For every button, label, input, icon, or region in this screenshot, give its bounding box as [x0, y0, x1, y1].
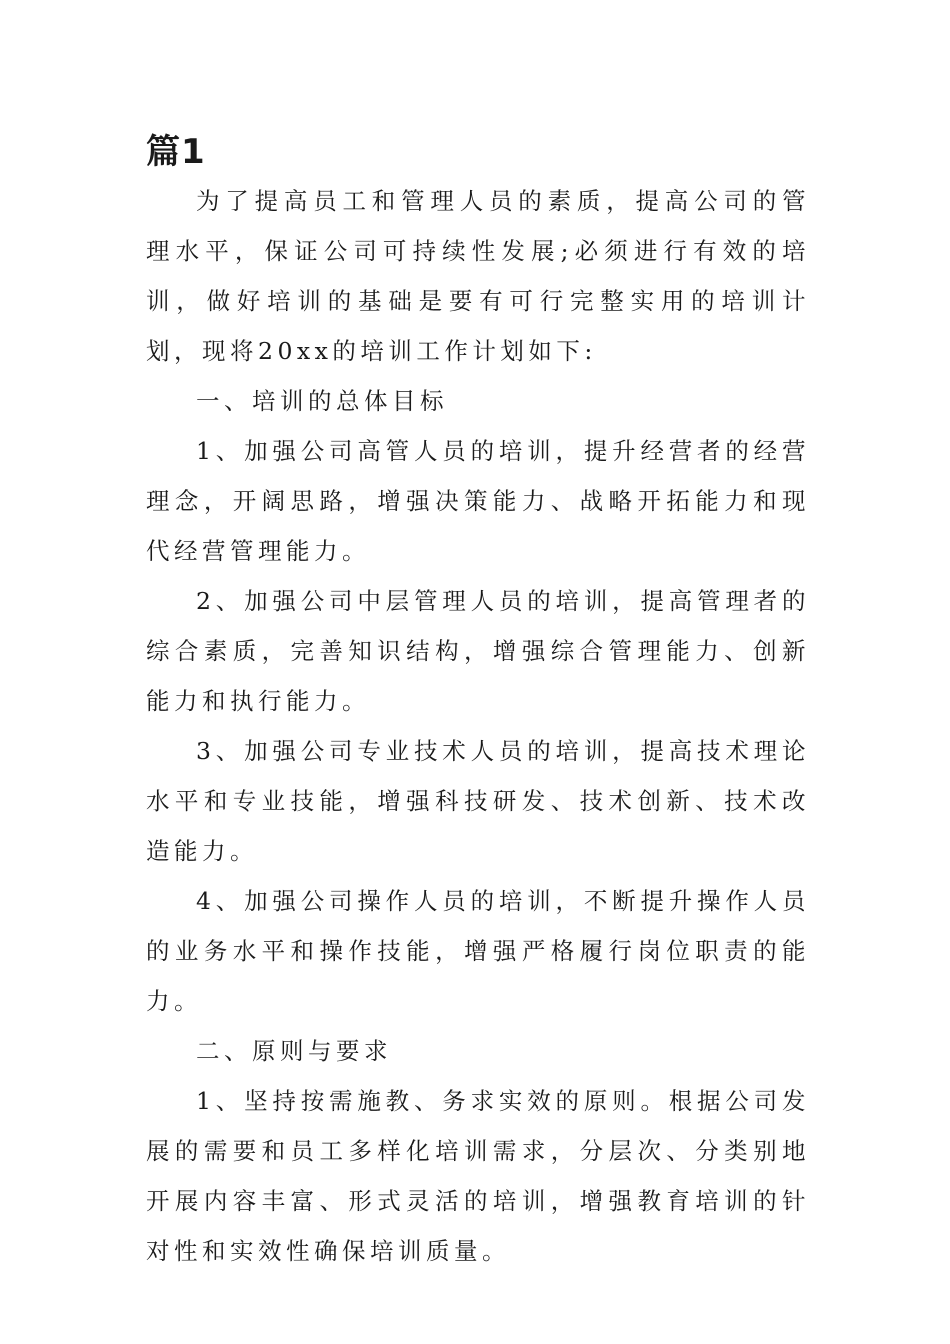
goal-item-4: 4、加强公司操作人员的培训，不断提升操作人员的业务水平和操作技能，增强严格履行岗位职责的能力。: [146, 887, 810, 1015]
section-title-goals: 一、培训的总体目标: [196, 387, 448, 415]
body-text: [146, 176, 810, 1276]
section-title-principles: 二、原则与要求: [196, 1037, 392, 1065]
section-heading: 篇1: [146, 132, 206, 172]
goal-item-1: 1、加强公司高管人员的培训，提升经营者的经营理念，开阔思路，增强决策能力、战略开拓能力和现代经营管理能力。: [146, 437, 810, 565]
intro-paragraph: 为了提高员工和管理人员的素质，提高公司的管理水平，保证公司可持续性发展;必须进行有效的培训，做好培训的基础是要有可行完整实用的培训计划，现将20xx的培训工作计划如下:: [146, 187, 810, 365]
goal-item-3: 3、加强公司专业技术人员的培训，提高技术理论水平和专业技能，增强科技研发、技术创新、技术改造能力。: [146, 737, 810, 865]
goal-item-2: 2、加强公司中层管理人员的培训，提高管理者的综合素质，完善知识结构，增强综合管理能力、创新能力和执行能力。: [146, 587, 810, 715]
principle-item-1: 1、坚持按需施教、务求实效的原则。根据公司发展的需要和员工多样化培训需求，分层次、分类别地开展内容丰富、形式灵活的培训，增强教育培训的针对性和实效性确保培训质量。: [146, 1087, 810, 1265]
